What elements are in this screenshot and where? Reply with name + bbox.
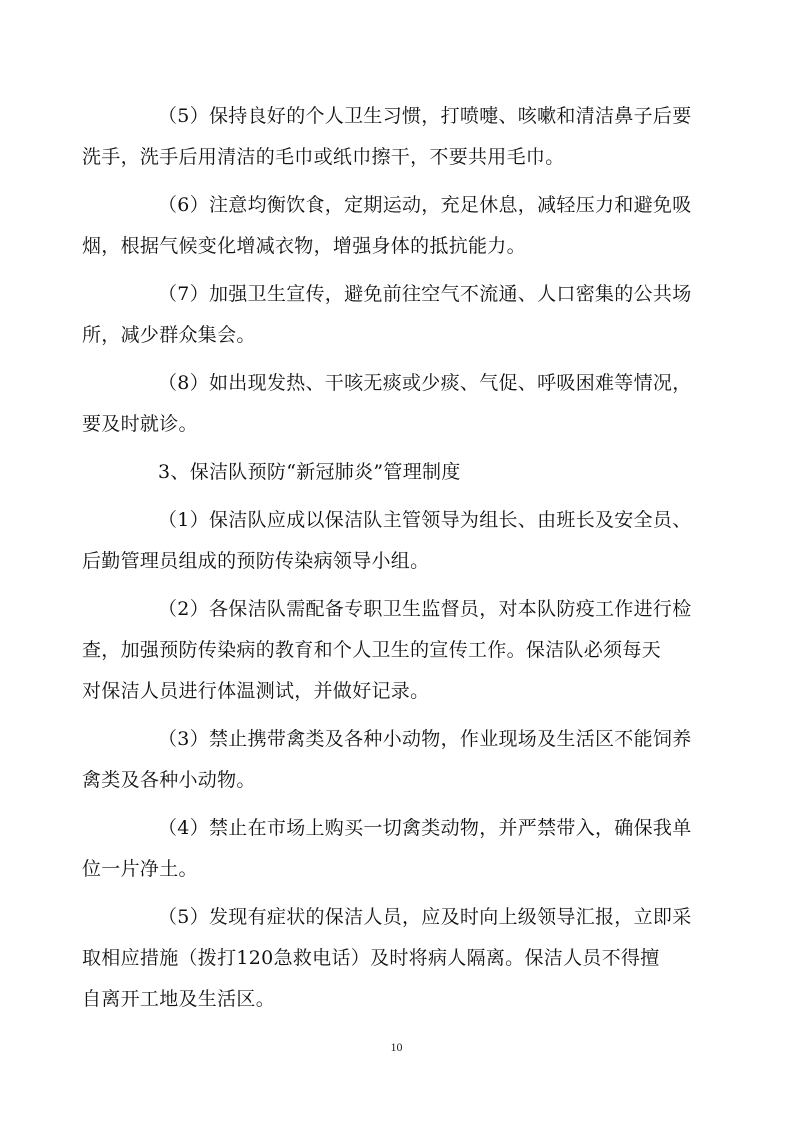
paragraph-balanced-diet xyxy=(82,185,692,267)
paragraph-line: （4）禁止在市场上购买一切禽类动物，并严禁带入，确保我单 xyxy=(158,817,692,839)
paragraph-leadership-group xyxy=(82,500,692,582)
paragraph-report-symptoms xyxy=(82,897,692,1020)
paragraph-line: 位一片净土。 xyxy=(82,858,198,880)
page-number: 10 xyxy=(390,1040,403,1054)
paragraph-line: （8）如出现发热、干咳无痰或少痰、气促、呼吸困难等情况， xyxy=(158,372,692,394)
paragraph-line: 查，加强预防传染病的教育和个人卫生的宣传工作。保洁队必须每天 xyxy=(82,639,662,661)
paragraph-line: 后勤管理员组成的预防传染病领导小组。 xyxy=(82,550,430,572)
paragraph-line: 要及时就诊。 xyxy=(82,413,198,435)
paragraph-line: （5）发现有症状的保洁人员，应及时向上级领导汇报，立即采 xyxy=(158,906,692,928)
paragraph-line: 洗手，洗手后用清洁的毛巾或纸巾擦干，不要共用毛巾。 xyxy=(82,146,565,168)
paragraph-line: （2）各保洁队需配备专职卫生监督员，对本队防疫工作进行检 xyxy=(158,598,692,620)
paragraph-line: 对保洁人员进行体温测试，并做好记录。 xyxy=(82,680,430,702)
paragraph-line: 禽类及各种小动物。 xyxy=(82,769,256,791)
paragraph-hygiene-habits xyxy=(82,96,692,178)
paragraph-health-supervisor xyxy=(82,589,692,712)
document-body xyxy=(82,96,692,1027)
section-heading-cleaning-team-rules xyxy=(120,452,680,493)
paragraph-line: 取相应措施（拨打120急救电话）及时将病人隔离。保洁人员不得擅 xyxy=(82,947,660,969)
paragraph-seek-medical-care xyxy=(82,363,692,445)
paragraph-line: （6）注意均衡饮食，定期运动，充足休息，减轻压力和避免吸 xyxy=(158,194,692,216)
paragraph-line: 自离开工地及生活区。 xyxy=(82,988,276,1010)
paragraph-no-animals xyxy=(82,719,692,801)
paragraph-no-poultry-purchase xyxy=(82,808,692,890)
paragraph-line: （7）加强卫生宣传，避免前往空气不流通、人口密集的公共场 xyxy=(158,283,692,305)
paragraph-line: 所，减少群众集会。 xyxy=(82,324,256,346)
section-heading-line: 3、保洁队预防“新冠肺炎”管理制度 xyxy=(158,461,461,483)
paragraph-line: （5）保持良好的个人卫生习惯，打喷嚏、咳嗽和清洁鼻子后要 xyxy=(158,105,692,127)
paragraph-line: 烟，根据气候变化增减衣物，增强身体的抵抗能力。 xyxy=(82,235,526,257)
paragraph-line: （1）保洁队应成以保洁队主管领导为组长、由班长及安全员、 xyxy=(158,509,692,531)
paragraph-health-publicity xyxy=(82,274,692,356)
paragraph-line: （3）禁止携带禽类及各种小动物，作业现场及生活区不能饲养 xyxy=(158,728,692,750)
